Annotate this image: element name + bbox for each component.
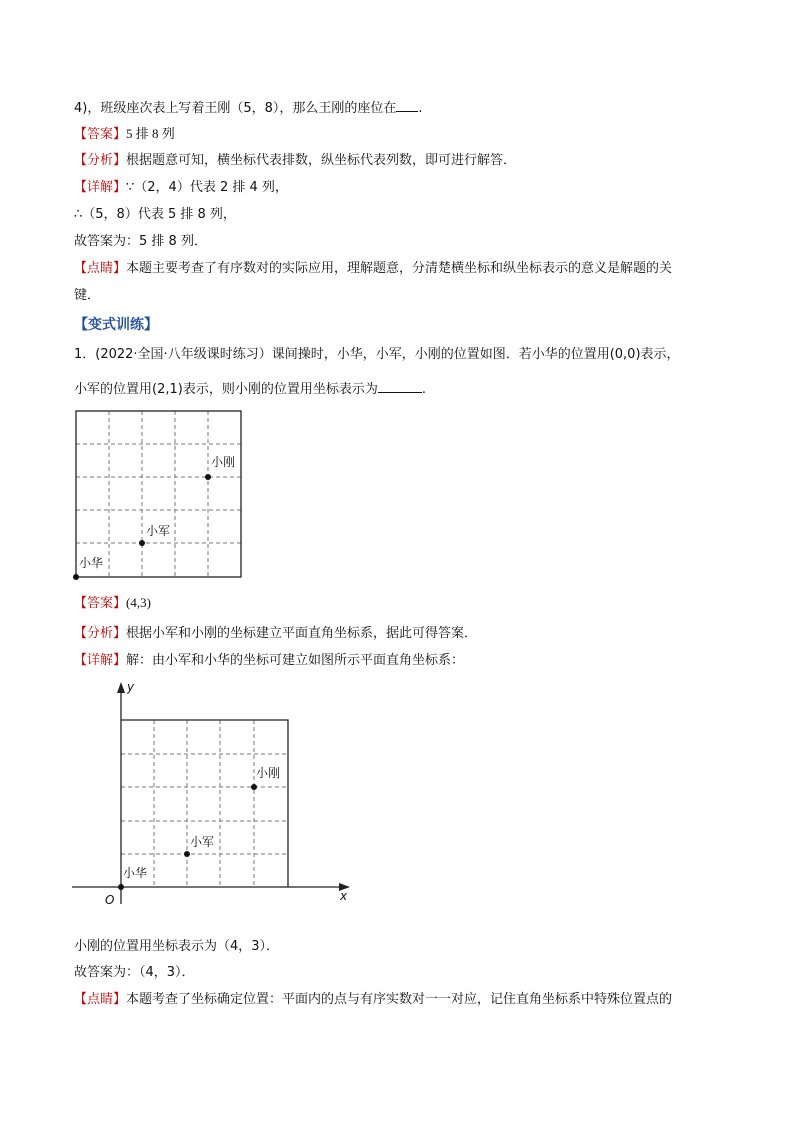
origin-label: O bbox=[105, 893, 115, 907]
coord-label-xiaohua: 小华 bbox=[123, 866, 148, 880]
problem-line-2 bbox=[74, 380, 426, 400]
label-xiaohua: 小华 bbox=[79, 556, 104, 570]
coord-label-xiaojun: 小军 bbox=[190, 835, 215, 849]
comment-text-2: 键． bbox=[74, 288, 101, 303]
problem-answer-tag: 【答案】 bbox=[74, 596, 127, 611]
conclusion-line-2 bbox=[74, 963, 195, 983]
answer-text: 5 排 8 列 bbox=[126, 126, 175, 141]
point-xiaohua bbox=[73, 574, 79, 580]
comment-tag: 【点睛】 bbox=[74, 261, 127, 276]
y-axis-label: y bbox=[127, 680, 135, 694]
coord-grid-border bbox=[121, 720, 288, 887]
detail-text-3: 故答案为：5 排 8 列． bbox=[74, 234, 207, 249]
section-title: 【变式训练】 bbox=[74, 317, 158, 333]
problem-analysis-text: 根据小军和小刚的坐标建立平面直角坐标系，据此可得答案． bbox=[126, 626, 478, 641]
problem-answer-text: (4,3) bbox=[126, 595, 151, 610]
comment-line-2 bbox=[74, 286, 100, 306]
problem-comment-line bbox=[74, 990, 672, 1010]
problem-detail-line bbox=[74, 651, 464, 671]
analysis-tag: 【分析】 bbox=[74, 153, 127, 168]
question-line bbox=[74, 99, 423, 119]
point-xiaojun bbox=[139, 540, 145, 546]
problem-comment-text: 本题考查了坐标确定位置：平面内的点与有序实数对一一对应，记住直角坐标系中特殊位置点的 bbox=[126, 992, 673, 1007]
problem-analysis-tag: 【分析】 bbox=[74, 626, 127, 641]
question-text: 4)，班级座次表上写着王刚（5，8），那么王刚的座位在 bbox=[74, 101, 397, 116]
detail-text-2: ∴（5，8）代表 5 排 8 列， bbox=[74, 207, 236, 222]
coordinate-figure bbox=[60, 676, 360, 912]
coord-point-xiaojun bbox=[184, 851, 190, 857]
grid-border bbox=[76, 411, 241, 577]
detail-text-1: ∵（2，4）代表 2 排 4 列， bbox=[126, 180, 288, 195]
problem-detail-text: 解：由小军和小华的坐标可建立如图所示平面直角坐标系： bbox=[126, 653, 465, 668]
analysis-line bbox=[74, 151, 516, 171]
problem-line-end: . bbox=[421, 382, 426, 397]
detail-line-3 bbox=[74, 232, 207, 252]
answer-tag: 【答案】 bbox=[74, 127, 127, 142]
coord-label-xiaogang: 小刚 bbox=[256, 766, 281, 780]
coord-grid-dashed-lines bbox=[121, 720, 288, 887]
analysis-text: 根据题意可知，横坐标代表排数，纵坐标代表列数，即可进行解答． bbox=[126, 153, 517, 168]
problem-analysis-line bbox=[74, 624, 477, 644]
conclusion-text-2: 故答案为：（4，3）． bbox=[74, 965, 195, 980]
problem-text-2: 小军的位置用(2,1)表示，则小刚的位置用坐标表示为 bbox=[74, 382, 378, 397]
coord-point-xiaohua bbox=[118, 884, 124, 890]
question-end: . bbox=[418, 101, 423, 116]
conclusion-line-1 bbox=[74, 937, 279, 957]
comment-line-1 bbox=[74, 259, 672, 279]
detail-line-1 bbox=[74, 178, 288, 198]
label-xiaogang: 小刚 bbox=[211, 455, 236, 469]
point-xiaogang bbox=[205, 474, 211, 480]
conclusion-text-1: 小刚的位置用坐标表示为（4，3）． bbox=[74, 939, 280, 954]
detail-line-2 bbox=[74, 205, 236, 225]
answer-blank bbox=[396, 99, 418, 112]
coord-point-xiaogang bbox=[251, 784, 257, 790]
seat-grid-figure bbox=[70, 405, 250, 585]
answer-line bbox=[74, 124, 175, 145]
problem-text-1: 1．(2022·全国·八年级课时练习）课间操时，小华，小军，小刚的位置如图．若小华的位置用(0,0)表示， bbox=[74, 347, 680, 362]
label-xiaojun: 小军 bbox=[146, 524, 171, 538]
detail-tag: 【详解】 bbox=[74, 180, 127, 195]
y-axis-arrow-icon bbox=[117, 682, 125, 693]
problem-answer-blank bbox=[378, 380, 422, 393]
x-axis-label: x bbox=[340, 889, 348, 903]
problem-detail-tag: 【详解】 bbox=[74, 653, 127, 668]
problem-line-1 bbox=[74, 345, 680, 365]
problem-answer-line bbox=[74, 593, 151, 614]
grid-dashed-lines bbox=[76, 411, 241, 577]
comment-text-1: 本题主要考查了有序数对的实际应用，理解题意，分清楚横坐标和纵坐标表示的意义是解题的关 bbox=[126, 261, 673, 276]
problem-comment-tag: 【点睛】 bbox=[74, 992, 127, 1007]
